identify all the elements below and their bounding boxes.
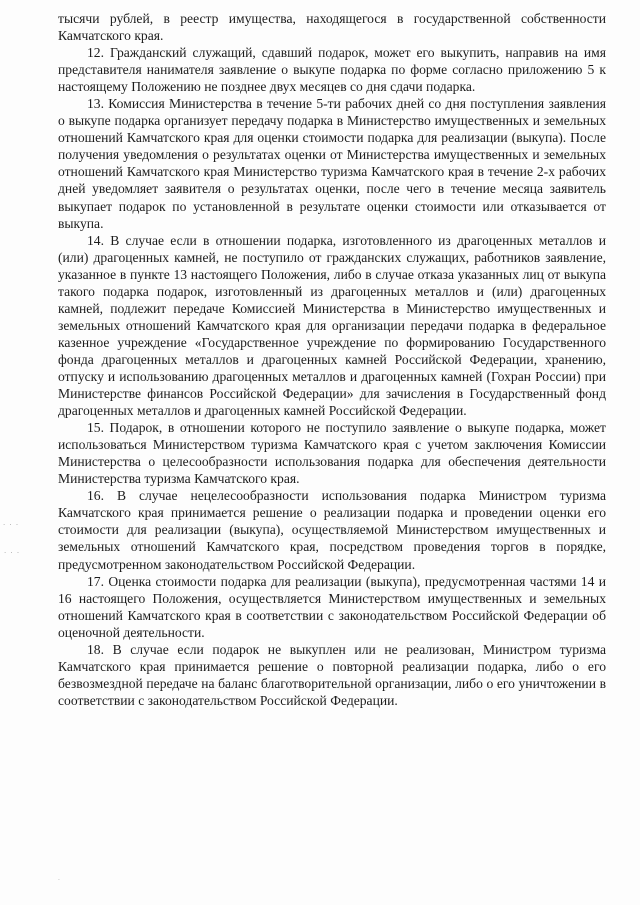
scan-artifact-left-2: · · · [4,549,21,557]
paragraph-18: 18. В случае если подарок не выкуплен или не реализован, Министром туризма Камчатского края принимается решение о повторной реализации подарка, либо о его безвозмездной передаче на баланс благотворительной организации, либо о его уничтожении в соответствии с законодательством Российской Федерации. [58,641,606,708]
paragraph-12: 12. Гражданский служащий, сдавший подарок, может его выкупить, направив на имя представителя нанимателя заявление о выкупе подарка по форме согласно приложению 5 к настоящему Положению не позднее двух месяцев со дня сдачи подарка. [58,45,606,95]
scan-artifact-bottom: · [58,877,61,884]
document-body [58,10,606,709]
scan-artifact-left-1: · · · [3,521,20,529]
paragraph-16: 16. В случае нецелесообразности использования подарка Министром туризма Камчатского края принимается решение о реализации подарка и проведении оценки его стоимости для реализации (выкупа), осуществляемой Министерством имущественных и земельных отношений Камчатского края, посредством проведения торгов в порядке, предусмотренном законодательством Российской Федерации. [58,488,606,572]
paragraph-15: 15. Подарок, в отношении которого не поступило заявление о выкупе подарка, может использоваться Министерством туризма Камчатского края с учетом заключения Комиссии Министерства о целесообразности использования подарка для обеспечения деятельности Министерства туризма Камчатского края. [58,420,606,487]
paragraph-11-continuation: тысячи рублей, в реестр имущества, находящегося в государственной собственности Камчатского края. [58,11,606,44]
paragraph-13: 13. Комиссия Министерства в течение 5-ти рабочих дней со дня поступления заявления о выкупе подарка организует передачу подарка в Министерство имущественных и земельных отношений Камчатского края для оценки стоимости подарка для реализации (выкупа). После получения уведомления о результатах оценки от Министерства имущественных и земельных отношений Камчатского края Министерство туризма Камчатского края в течение 2-х рабочих дней уведомляет заявителя о результатах оценки, после чего в течение месяца заявитель выкупает подарок по установленной в результате оценки стоимости или отказывается от выкупа. [58,96,606,231]
paragraph-17: 17. Оценка стоимости подарка для реализации (выкупа), предусмотренная частями 14 и 16 настоящего Положения, осуществляется Министерством имущественных и земельных отношений Камчатского края в соответствии с законодательством Российской Федерации об оценочной деятельности. [58,573,606,640]
paragraph-14: 14. В случае если в отношении подарка, изготовленного из драгоценных металлов и (или) драгоценных камней, не поступило от гражданских служащих, работников заявление, указанное в пункте 13 настоящего Положения, либо в случае отказа указанных лиц от выкупа такого подарка подарок, изготовленный из драгоценных металлов и (или) драгоценных камней, подлежит передаче Комиссией Министерства в Министерство имущественных и земельных отношений Камчатского края для организации передачи подарка в федеральное казенное учреждение «Государственное учреждение по формированию Государственного фонда драгоценных металлов и драгоценных камней Российской Федерации, хранению, отпуску и использованию драгоценных металлов и драгоценных камней (Гохран России) при Министерстве финансов Российской Федерации» для зачисления в Государственный фонд драгоценных металлов и драгоценных камней Российской Федерации. [58,232,606,419]
